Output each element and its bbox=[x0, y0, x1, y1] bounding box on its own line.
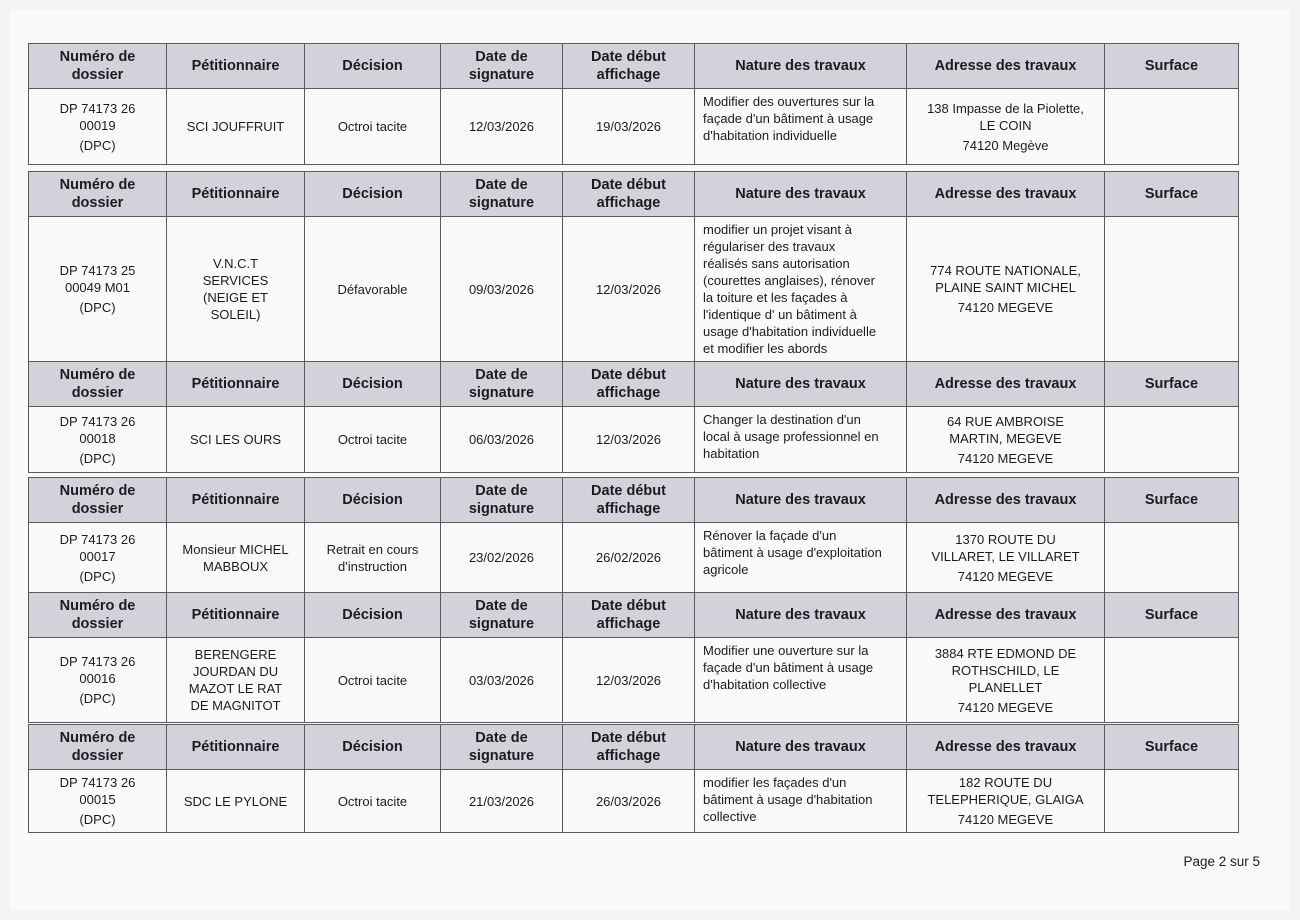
header-date-affichage: Date début affichage bbox=[563, 593, 695, 638]
petitionnaire: SCI JOUFFRUIT bbox=[167, 89, 305, 165]
header-adresse: Adresse des travaux bbox=[907, 593, 1105, 638]
header-nature: Nature des travaux bbox=[695, 172, 907, 217]
adresse-travaux: 64 RUE AMBROISE MARTIN, MEGEVE 74120 MEGEVE bbox=[907, 407, 1105, 473]
nature-travaux: Changer la destination d'un local à usage professionnel en habitation bbox=[695, 407, 907, 473]
header-nature: Nature des travaux bbox=[695, 725, 907, 770]
header-numero: Numéro de dossier bbox=[29, 725, 167, 770]
header-petitionnaire: Pétitionnaire bbox=[167, 362, 305, 407]
numero-dossier: DP 74173 26 00016 (DPC) bbox=[29, 638, 167, 723]
permit-table bbox=[28, 43, 1239, 165]
header-petitionnaire: Pétitionnaire bbox=[167, 725, 305, 770]
header-date-signature: Date de signature bbox=[441, 362, 563, 407]
petitionnaire: V.N.C.T SERVICES (NEIGE ET SOLEIL) bbox=[167, 217, 305, 362]
nature-travaux: modifier un projet visant à régulariser des travaux réalisés sans autorisation (courettes anglaises), rénover la toiture et les façades à l'identique d' un bâtiment à usage d'habitation individuelle et modifier les abords bbox=[695, 217, 907, 362]
header-surface: Surface bbox=[1105, 172, 1239, 217]
header-adresse: Adresse des travaux bbox=[907, 478, 1105, 523]
date-affichage: 12/03/2026 bbox=[563, 407, 695, 473]
adresse-travaux: 138 Impasse de la Piolette, LE COIN 74120 Megève bbox=[907, 89, 1105, 165]
table-row bbox=[29, 523, 1239, 593]
table-header-row bbox=[29, 362, 1239, 407]
date-affichage: 12/03/2026 bbox=[563, 217, 695, 362]
header-surface: Surface bbox=[1105, 44, 1239, 89]
table-row bbox=[29, 89, 1239, 165]
date-affichage: 26/03/2026 bbox=[563, 770, 695, 833]
date-signature: 12/03/2026 bbox=[441, 89, 563, 165]
header-surface: Surface bbox=[1105, 593, 1239, 638]
header-petitionnaire: Pétitionnaire bbox=[167, 44, 305, 89]
decision: Octroi tacite bbox=[305, 770, 441, 833]
header-decision: Décision bbox=[305, 725, 441, 770]
surface bbox=[1105, 770, 1239, 833]
table-row bbox=[29, 770, 1239, 833]
header-adresse: Adresse des travaux bbox=[907, 172, 1105, 217]
header-adresse: Adresse des travaux bbox=[907, 44, 1105, 89]
permit-table bbox=[28, 171, 1239, 362]
header-petitionnaire: Pétitionnaire bbox=[167, 478, 305, 523]
header-decision: Décision bbox=[305, 593, 441, 638]
date-signature: 09/03/2026 bbox=[441, 217, 563, 362]
date-signature: 06/03/2026 bbox=[441, 407, 563, 473]
header-date-signature: Date de signature bbox=[441, 44, 563, 89]
header-date-affichage: Date début affichage bbox=[563, 362, 695, 407]
header-date-signature: Date de signature bbox=[441, 725, 563, 770]
header-nature: Nature des travaux bbox=[695, 362, 907, 407]
header-surface: Surface bbox=[1105, 478, 1239, 523]
numero-dossier: DP 74173 26 00017 (DPC) bbox=[29, 523, 167, 593]
header-nature: Nature des travaux bbox=[695, 44, 907, 89]
surface bbox=[1105, 638, 1239, 723]
decision: Octroi tacite bbox=[305, 407, 441, 473]
table-row bbox=[29, 638, 1239, 723]
header-surface: Surface bbox=[1105, 725, 1239, 770]
header-numero: Numéro de dossier bbox=[29, 593, 167, 638]
date-affichage: 12/03/2026 bbox=[563, 638, 695, 723]
nature-travaux: Modifier une ouverture sur la façade d'un bâtiment à usage d'habitation collective bbox=[695, 638, 907, 723]
header-decision: Décision bbox=[305, 478, 441, 523]
permit-table bbox=[28, 592, 1239, 723]
header-numero: Numéro de dossier bbox=[29, 478, 167, 523]
header-nature: Nature des travaux bbox=[695, 593, 907, 638]
header-date-signature: Date de signature bbox=[441, 478, 563, 523]
header-date-affichage: Date début affichage bbox=[563, 44, 695, 89]
nature-travaux: Rénover la façade d'un bâtiment à usage d'exploitation agricole bbox=[695, 523, 907, 593]
header-decision: Décision bbox=[305, 362, 441, 407]
header-numero: Numéro de dossier bbox=[29, 44, 167, 89]
permit-table bbox=[28, 361, 1239, 473]
date-affichage: 19/03/2026 bbox=[563, 89, 695, 165]
date-signature: 23/02/2026 bbox=[441, 523, 563, 593]
petitionnaire: SCI LES OURS bbox=[167, 407, 305, 473]
table-header-row bbox=[29, 478, 1239, 523]
permit-table bbox=[28, 724, 1239, 833]
header-date-affichage: Date début affichage bbox=[563, 478, 695, 523]
numero-dossier: DP 74173 26 00015 (DPC) bbox=[29, 770, 167, 833]
header-numero: Numéro de dossier bbox=[29, 362, 167, 407]
header-decision: Décision bbox=[305, 44, 441, 89]
numero-dossier: DP 74173 26 00019 (DPC) bbox=[29, 89, 167, 165]
decision: Octroi tacite bbox=[305, 638, 441, 723]
header-date-signature: Date de signature bbox=[441, 172, 563, 217]
header-adresse: Adresse des travaux bbox=[907, 725, 1105, 770]
adresse-travaux: 1370 ROUTE DU VILLARET, LE VILLARET 74120 MEGEVE bbox=[907, 523, 1105, 593]
adresse-travaux: 182 ROUTE DU TELEPHERIQUE, GLAIGA 74120 MEGEVE bbox=[907, 770, 1105, 833]
header-surface: Surface bbox=[1105, 362, 1239, 407]
adresse-travaux: 774 ROUTE NATIONALE, PLAINE SAINT MICHEL 74120 MEGEVE bbox=[907, 217, 1105, 362]
surface bbox=[1105, 523, 1239, 593]
petitionnaire: SDC LE PYLONE bbox=[167, 770, 305, 833]
petitionnaire: Monsieur MICHEL MABBOUX bbox=[167, 523, 305, 593]
header-date-signature: Date de signature bbox=[441, 593, 563, 638]
numero-dossier: DP 74173 26 00018 (DPC) bbox=[29, 407, 167, 473]
header-petitionnaire: Pétitionnaire bbox=[167, 172, 305, 217]
date-affichage: 26/02/2026 bbox=[563, 523, 695, 593]
table-header-row bbox=[29, 725, 1239, 770]
table-header-row bbox=[29, 593, 1239, 638]
decision: Défavorable bbox=[305, 217, 441, 362]
table-header-row bbox=[29, 44, 1239, 89]
table-row bbox=[29, 407, 1239, 473]
permit-table bbox=[28, 477, 1239, 593]
table-row bbox=[29, 217, 1239, 362]
header-petitionnaire: Pétitionnaire bbox=[167, 593, 305, 638]
decision: Octroi tacite bbox=[305, 89, 441, 165]
surface bbox=[1105, 217, 1239, 362]
date-signature: 03/03/2026 bbox=[441, 638, 563, 723]
nature-travaux: modifier les façades d'un bâtiment à usage d'habitation collective bbox=[695, 770, 907, 833]
numero-dossier: DP 74173 25 00049 M01 (DPC) bbox=[29, 217, 167, 362]
header-decision: Décision bbox=[305, 172, 441, 217]
surface bbox=[1105, 407, 1239, 473]
adresse-travaux: 3884 RTE EDMOND DE ROTHSCHILD, LE PLANELLET 74120 MEGEVE bbox=[907, 638, 1105, 723]
header-numero: Numéro de dossier bbox=[29, 172, 167, 217]
header-date-affichage: Date début affichage bbox=[563, 172, 695, 217]
nature-travaux: Modifier des ouvertures sur la façade d'un bâtiment à usage d'habitation individuelle bbox=[695, 89, 907, 165]
surface bbox=[1105, 89, 1239, 165]
header-nature: Nature des travaux bbox=[695, 478, 907, 523]
header-date-affichage: Date début affichage bbox=[563, 725, 695, 770]
table-header-row bbox=[29, 172, 1239, 217]
petitionnaire: BERENGERE JOURDAN DU MAZOT LE RAT DE MAGNITOT bbox=[167, 638, 305, 723]
header-adresse: Adresse des travaux bbox=[907, 362, 1105, 407]
decision: Retrait en cours d'instruction bbox=[305, 523, 441, 593]
date-signature: 21/03/2026 bbox=[441, 770, 563, 833]
page-number: Page 2 sur 5 bbox=[1183, 854, 1260, 869]
